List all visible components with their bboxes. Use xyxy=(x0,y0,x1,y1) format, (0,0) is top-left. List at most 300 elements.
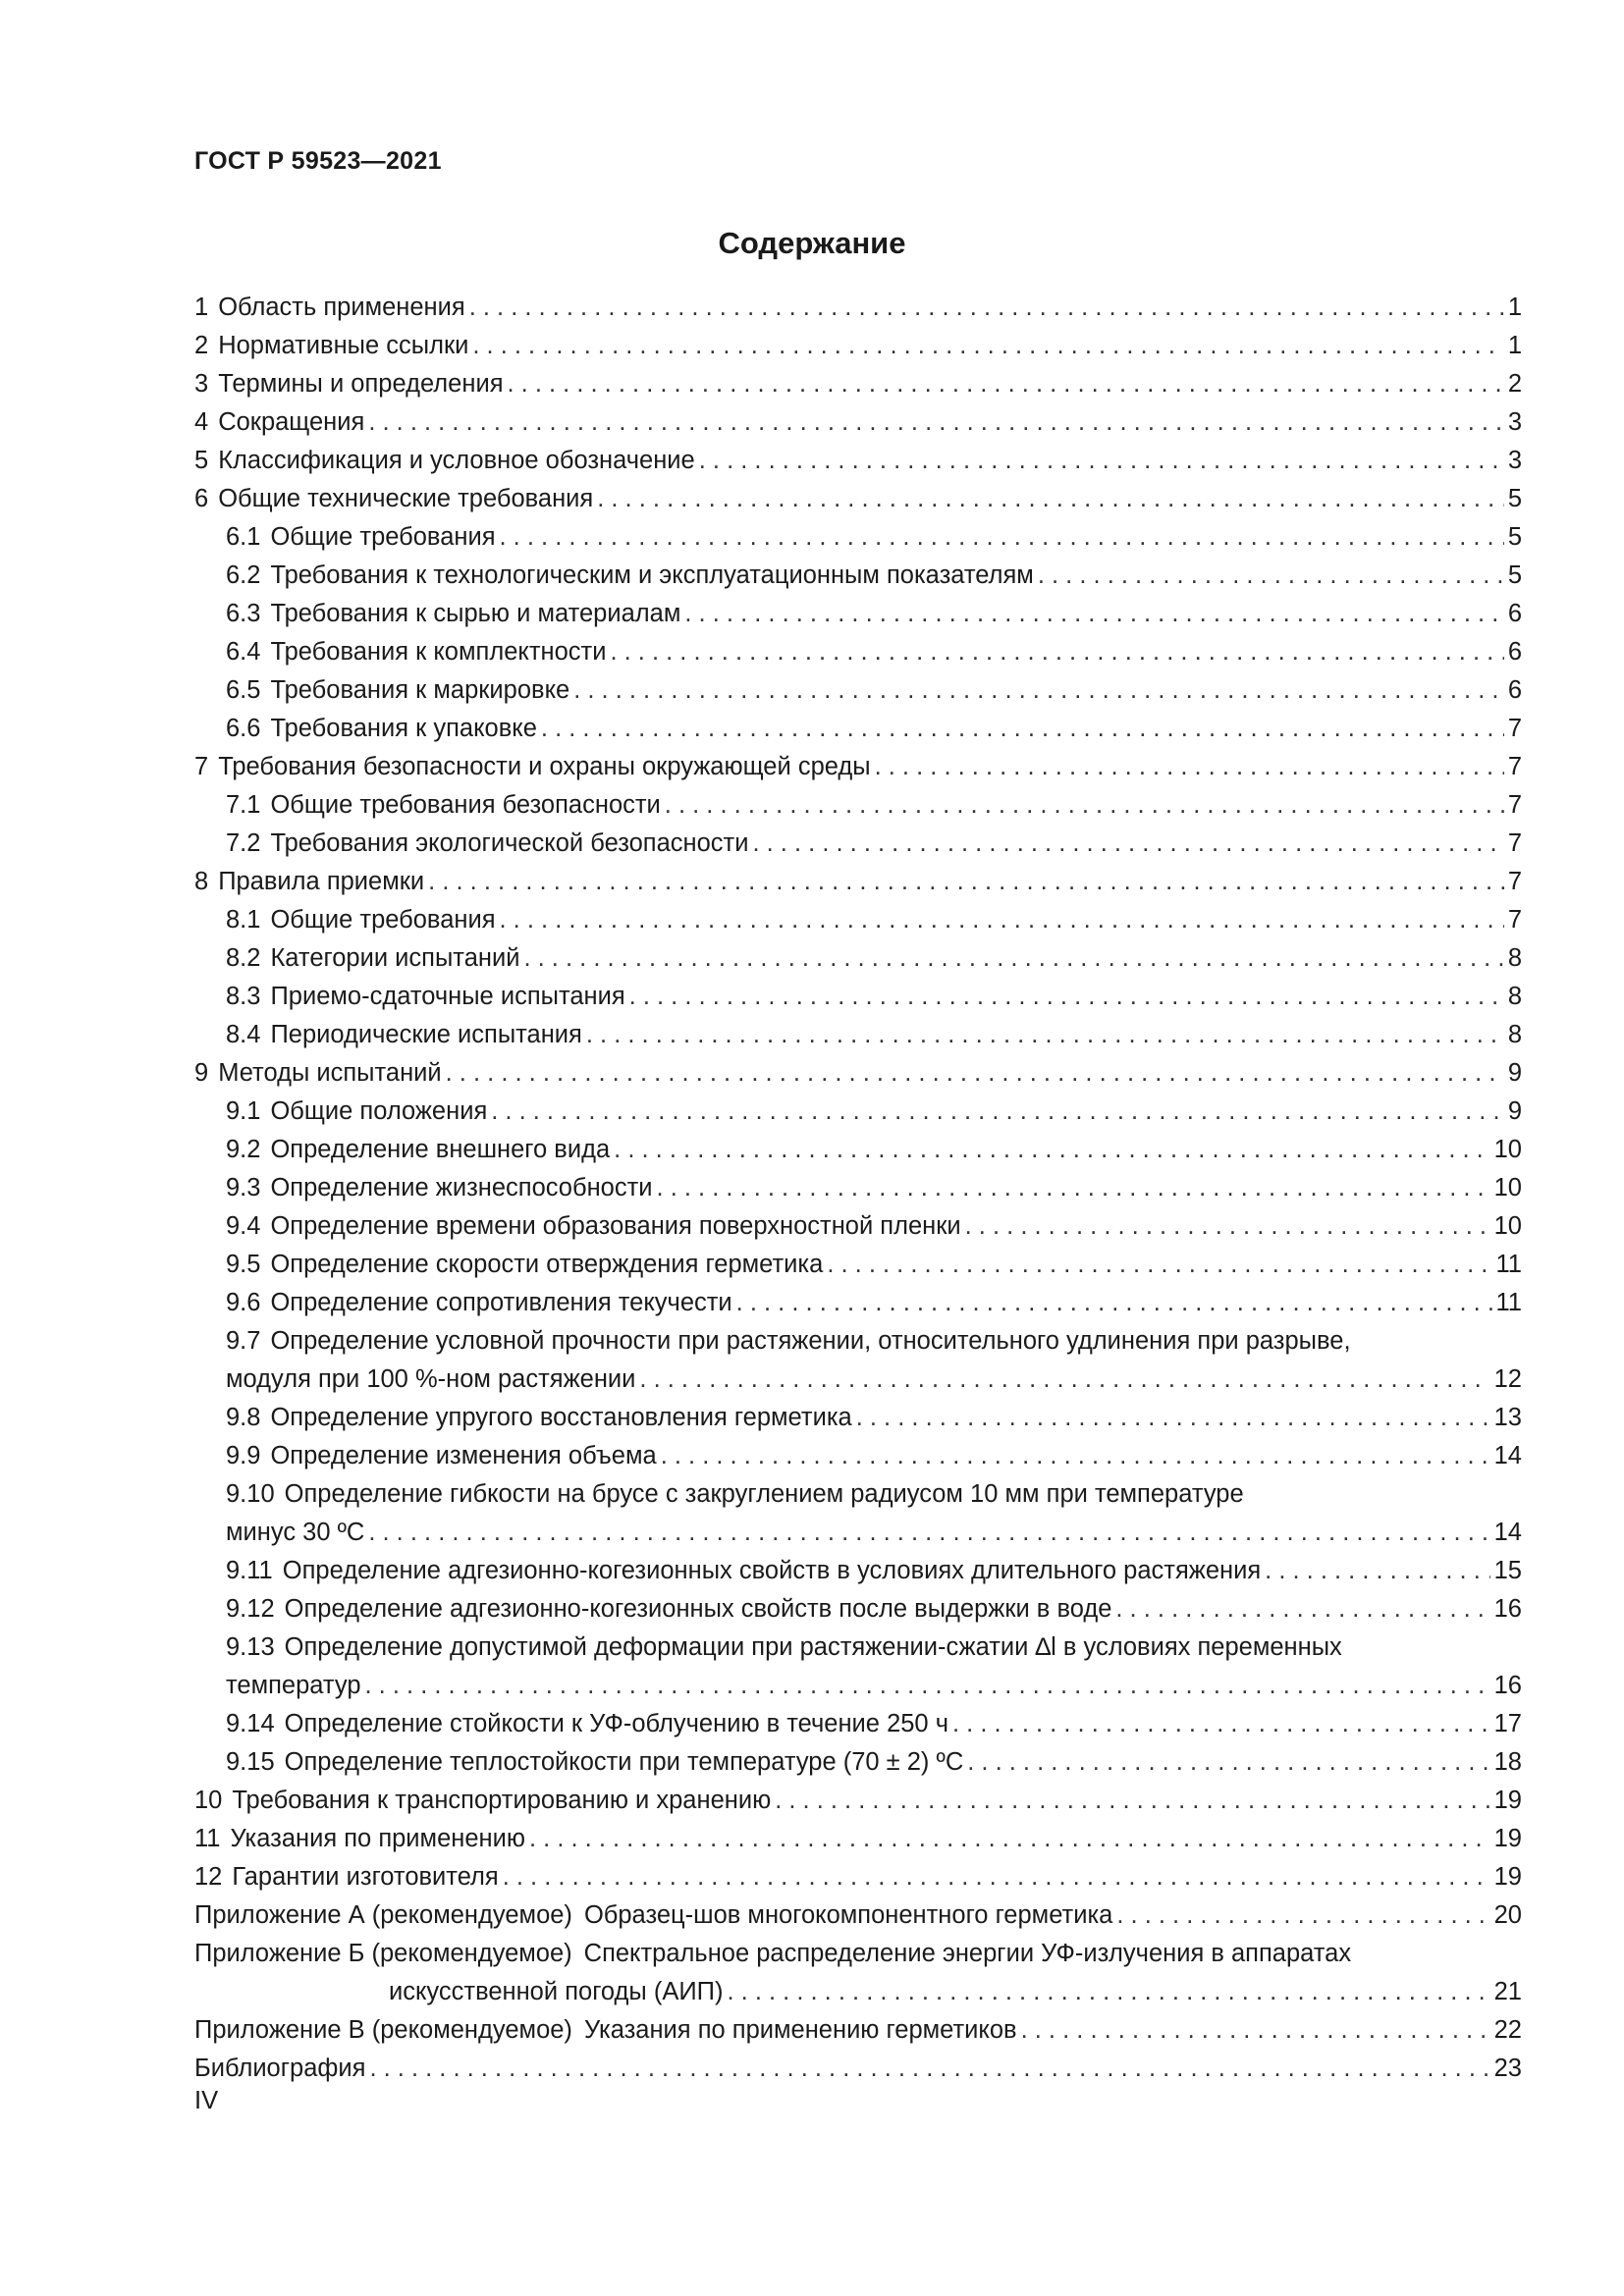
toc-entry-title xyxy=(226,557,1034,595)
toc-entry[interactable] xyxy=(194,1590,1522,1629)
toc-entry-line xyxy=(194,518,1522,557)
toc-entry[interactable] xyxy=(194,1131,1522,1169)
toc-entry-page: 7 xyxy=(1507,753,1522,780)
dot-leader xyxy=(469,289,1504,327)
toc-entry[interactable] xyxy=(194,1399,1522,1437)
dot-leader xyxy=(965,1207,1490,1246)
toc-entry-page: 8 xyxy=(1507,983,1522,1010)
appendix-title-first-line: Спектральное распределение энергии УФ-излучения в аппаратах xyxy=(583,1940,1352,1967)
appendix-title: Образец-шов многокомпонентного герметика xyxy=(583,1901,1113,1929)
dot-leader xyxy=(368,1514,1489,1552)
toc-entry-line xyxy=(194,633,1522,671)
toc-entry-title xyxy=(226,786,661,825)
dot-leader xyxy=(661,1437,1490,1475)
toc-appendix-entry[interactable] xyxy=(194,2011,1522,2050)
toc-entry-page: 7 xyxy=(1507,791,1522,819)
toc-entry[interactable] xyxy=(194,633,1522,671)
dot-leader xyxy=(597,480,1504,518)
toc-entry-number: 6.2 xyxy=(226,561,261,589)
dot-leader xyxy=(1115,1590,1489,1629)
toc-entry[interactable] xyxy=(194,978,1522,1016)
toc-entry-title-text: Определение стойкости к УФ-облучению в течение 250 ч xyxy=(284,1710,948,1737)
toc-entry[interactable] xyxy=(194,1169,1522,1207)
dot-leader xyxy=(472,327,1503,365)
toc-entry-title xyxy=(194,365,504,403)
toc-entry-number: 8.2 xyxy=(226,944,261,972)
dot-leader xyxy=(736,1284,1492,1322)
appendix-title: искусственной погоды (АИП) xyxy=(389,1978,724,2005)
dot-leader xyxy=(728,1973,1490,2011)
toc-entry[interactable] xyxy=(194,786,1522,825)
dot-leader xyxy=(586,1016,1504,1054)
toc-entry-page: 11 xyxy=(1495,1251,1522,1278)
toc-entry[interactable] xyxy=(194,939,1522,978)
toc-entry-title-text: Требования к маркировке xyxy=(270,676,570,704)
toc-entry-number: 8.1 xyxy=(226,906,261,934)
toc-entry-number: 6.3 xyxy=(226,600,261,627)
table-of-contents xyxy=(194,289,1522,2088)
toc-entry-title xyxy=(226,1016,582,1054)
dot-leader xyxy=(875,748,1504,786)
toc-entry-title-text: Правила приемки xyxy=(218,868,425,895)
toc-entry-title xyxy=(194,289,465,327)
toc-entry[interactable] xyxy=(194,1246,1522,1284)
dot-leader xyxy=(665,786,1504,825)
toc-entry-page: 6 xyxy=(1507,676,1522,704)
toc-entry[interactable] xyxy=(194,403,1522,442)
toc-entry-line xyxy=(194,557,1522,595)
toc-entry-title xyxy=(194,403,364,442)
toc-entry-title xyxy=(194,480,593,518)
dot-leader xyxy=(629,978,1504,1016)
toc-entry-line xyxy=(194,748,1522,786)
toc-entry-number: 8.4 xyxy=(226,1021,261,1048)
toc-entry-line xyxy=(194,403,1522,442)
toc-entry-line xyxy=(194,1782,1522,1820)
toc-entry[interactable] xyxy=(194,557,1522,595)
dot-leader xyxy=(368,403,1503,442)
toc-entry-line xyxy=(194,1016,1522,1054)
toc-entry-line xyxy=(194,1399,1522,1437)
toc-entry-page: 8 xyxy=(1507,1021,1522,1048)
toc-entry-title-text: Определение жизнеспособности xyxy=(270,1174,653,1201)
toc-entry[interactable] xyxy=(194,1093,1522,1131)
toc-entry-page: 5 xyxy=(1507,523,1522,551)
toc-entry[interactable] xyxy=(194,442,1522,480)
toc-entry-number: 6.5 xyxy=(226,676,261,704)
dot-leader xyxy=(428,863,1504,901)
toc-entry-page: 10 xyxy=(1493,1136,1522,1163)
toc-entry-title-text: Приемо-сдаточные испытания xyxy=(270,983,625,1010)
toc-entry-line xyxy=(194,786,1522,825)
toc-entry-title xyxy=(226,1399,852,1437)
toc-entry[interactable] xyxy=(194,1475,1522,1552)
toc-entry-number: 9.8 xyxy=(226,1404,261,1431)
toc-entry[interactable] xyxy=(194,748,1522,786)
toc-entry-title xyxy=(226,1743,963,1782)
toc-entry-page: 3 xyxy=(1507,408,1522,436)
toc-entry-number: 9.9 xyxy=(226,1442,261,1469)
toc-entry-number: 9.1 xyxy=(226,1097,261,1125)
toc-entry[interactable] xyxy=(194,1743,1522,1782)
toc-entry-title-text: Определение адгезионно-когезионных свойств в условиях длительного растяжения xyxy=(282,1557,1262,1584)
toc-entry-number: 9.14 xyxy=(226,1710,275,1737)
toc-entry-page: 1 xyxy=(1507,332,1522,359)
toc-entry-title xyxy=(194,863,424,901)
toc-entry[interactable] xyxy=(194,1629,1522,1705)
toc-entry-title xyxy=(194,327,468,365)
toc-entry-title-text: Требования к упаковке xyxy=(270,715,537,742)
toc-entry-line xyxy=(194,289,1522,327)
dot-leader xyxy=(491,1093,1504,1131)
toc-entry-page: 13 xyxy=(1493,1404,1522,1431)
toc-entry[interactable] xyxy=(194,595,1522,633)
toc-entry-page: 7 xyxy=(1507,906,1522,934)
toc-entry-title xyxy=(226,825,748,863)
dot-leader xyxy=(523,939,1503,978)
toc-entry-line xyxy=(194,1361,1522,1399)
toc-entry-title-text: минус 30 ºС xyxy=(226,1519,365,1546)
toc-entry-line xyxy=(194,1437,1522,1475)
toc-entry-line xyxy=(194,595,1522,633)
dot-leader xyxy=(446,1054,1504,1093)
dot-leader xyxy=(699,442,1504,480)
toc-entry-line xyxy=(194,1743,1522,1782)
toc-entry-title-text: Периодические испытания xyxy=(270,1021,582,1048)
toc-entry-title-text: Общие требования xyxy=(270,523,496,551)
toc-entry-number: 6.4 xyxy=(226,638,261,666)
toc-entry[interactable] xyxy=(194,901,1522,939)
toc-entry-title xyxy=(226,901,496,939)
toc-entry-title-text: Требования к комплектности xyxy=(270,638,607,666)
toc-entry-number: 7 xyxy=(194,753,209,780)
dot-leader xyxy=(503,1858,1490,1896)
dot-leader xyxy=(657,1169,1490,1207)
toc-entry-line xyxy=(194,2050,1522,2088)
toc-entry[interactable] xyxy=(194,1858,1522,1896)
toc-entry[interactable] xyxy=(194,1284,1522,1322)
appendix-title-block xyxy=(194,2011,1017,2050)
toc-entry-page: 6 xyxy=(1507,600,1522,627)
dot-leader xyxy=(573,671,1504,710)
toc-entry-first-line xyxy=(194,1322,1522,1361)
toc-entry-line xyxy=(194,939,1522,978)
toc-entry-number: 6 xyxy=(194,485,209,512)
toc-entry-number: 9.11 xyxy=(226,1557,273,1584)
page-number: IV xyxy=(194,2087,219,2114)
dot-leader xyxy=(614,1131,1489,1169)
toc-entry[interactable] xyxy=(194,327,1522,365)
dot-leader xyxy=(967,1743,1489,1782)
toc-entry-title xyxy=(226,710,537,748)
toc-entry-line xyxy=(194,671,1522,710)
dot-leader xyxy=(508,365,1504,403)
toc-entry-title-text: Нормативные ссылки xyxy=(218,332,469,359)
toc-entry-title-text: Категории испытаний xyxy=(270,944,520,972)
toc-entry-title xyxy=(226,595,680,633)
toc-entry-number: 9.2 xyxy=(226,1136,261,1163)
toc-bibliography-entry[interactable] xyxy=(194,2050,1522,2088)
toc-entry-title xyxy=(194,442,695,480)
toc-entry-title xyxy=(194,1858,499,1896)
toc-entry-title-text: Общие технические требования xyxy=(218,485,594,512)
dot-leader xyxy=(529,1820,1490,1858)
dot-leader xyxy=(856,1399,1490,1437)
toc-entry-title-text: Определение времени образования поверхностной пленки xyxy=(270,1212,961,1240)
dot-leader xyxy=(610,633,1503,671)
toc-entry-page: 3 xyxy=(1507,447,1522,474)
toc-entry-line xyxy=(194,1054,1522,1093)
toc-entry-number: 9.7 xyxy=(226,1327,261,1355)
toc-entry[interactable] xyxy=(194,1552,1522,1590)
toc-entry[interactable] xyxy=(194,1054,1522,1093)
dot-leader xyxy=(365,1667,1490,1705)
toc-entry-page: 5 xyxy=(1507,485,1522,512)
toc-entry-title xyxy=(226,1514,364,1552)
dot-leader xyxy=(684,595,1503,633)
toc-entry-first-line xyxy=(194,1475,1522,1514)
toc-entry-title xyxy=(226,1169,653,1207)
toc-entry-number: 9 xyxy=(194,1059,209,1087)
toc-entry-page: 17 xyxy=(1493,1710,1522,1737)
toc-entry-number: 6.6 xyxy=(226,715,261,742)
toc-entry-number: 4 xyxy=(194,408,209,436)
toc-entry-page: 16 xyxy=(1493,1595,1522,1623)
toc-entry-page: 10 xyxy=(1493,1174,1522,1201)
toc-entry-page: 6 xyxy=(1507,638,1522,666)
toc-entry-title-text: Требования к технологическим и эксплуатационным показателям xyxy=(270,561,1034,589)
dot-leader xyxy=(541,710,1504,748)
bibliography-title: Библиография xyxy=(194,2055,366,2082)
toc-entry-number: 9.4 xyxy=(226,1212,261,1240)
appendix-title: Указания по применению герметиков xyxy=(583,2016,1017,2044)
toc-entry-line xyxy=(194,710,1522,748)
toc-entry-number: 7.1 xyxy=(226,791,261,819)
toc-entry-line xyxy=(194,1207,1522,1246)
toc-entry-title xyxy=(226,1667,361,1705)
toc-entry-page: 1 xyxy=(1507,294,1522,321)
toc-entry-line xyxy=(194,1820,1522,1858)
toc-entry-title-text: Методы испытаний xyxy=(218,1059,442,1087)
toc-entry-number: 9.3 xyxy=(226,1174,261,1201)
toc-entry-line xyxy=(194,1093,1522,1131)
toc-entry-title xyxy=(226,1590,1111,1629)
appendix-page: 22 xyxy=(1493,2016,1522,2044)
toc-entry[interactable] xyxy=(194,1437,1522,1475)
toc-entry[interactable] xyxy=(194,365,1522,403)
toc-appendix-first-line xyxy=(194,1935,1522,1973)
toc-title: Содержание xyxy=(718,226,906,260)
toc-entry-line xyxy=(194,1514,1522,1552)
appendix-heading: Приложение А (рекомендуемое) xyxy=(194,1901,572,1929)
toc-entry-page: 14 xyxy=(1493,1519,1522,1546)
toc-entry-title-text: Термины и определения xyxy=(218,370,504,398)
toc-entry-line xyxy=(194,1284,1522,1322)
toc-entry-number: 5 xyxy=(194,447,209,474)
dot-leader xyxy=(952,1705,1490,1743)
toc-entry[interactable] xyxy=(194,1016,1522,1054)
toc-entry[interactable] xyxy=(194,710,1522,748)
toc-entry-number: 9.15 xyxy=(226,1748,275,1776)
toc-entry-title xyxy=(226,671,569,710)
toc-entry-number: 7.2 xyxy=(226,829,261,857)
appendix-heading: Приложение Б (рекомендуемое) xyxy=(194,1940,572,1967)
toc-entry-title-text: Классификация и условное обозначение xyxy=(218,447,695,474)
toc-entry[interactable] xyxy=(194,1322,1522,1399)
toc-entry-page: 18 xyxy=(1493,1748,1522,1776)
toc-entry-page: 2 xyxy=(1507,370,1522,398)
toc-entry-title-first-line: Определение условной прочности при растяжении, относительного удлинения при разрыве, xyxy=(270,1327,1351,1355)
toc-entry-page: 11 xyxy=(1495,1289,1522,1316)
toc-entry-number: 9.13 xyxy=(226,1633,275,1661)
toc-entry-title-text: Требования к сырью и материалам xyxy=(270,600,681,627)
toc-entry-line xyxy=(194,1169,1522,1207)
toc-entry-number: 8 xyxy=(194,868,209,895)
appendix-heading: Приложение В (рекомендуемое) xyxy=(194,2016,572,2044)
toc-entry[interactable] xyxy=(194,518,1522,557)
toc-entry-page: 19 xyxy=(1493,1863,1522,1891)
toc-entry-line xyxy=(194,1246,1522,1284)
toc-entry[interactable] xyxy=(194,863,1522,901)
toc-entry-line xyxy=(194,1590,1522,1629)
toc-entry-line xyxy=(194,1552,1522,1590)
dot-leader xyxy=(500,518,1504,557)
toc-entry-title-text: Определение теплостойкости при температуре (70 ± 2) ºС xyxy=(284,1748,964,1776)
dot-leader xyxy=(752,825,1503,863)
toc-entry-number: 9.6 xyxy=(226,1289,261,1316)
toc-entry-line xyxy=(194,863,1522,901)
toc-entry-page: 7 xyxy=(1507,868,1522,895)
toc-entry-title-text: Гарантии изготовителя xyxy=(232,1863,499,1891)
toc-entry-title xyxy=(226,1284,732,1322)
toc-entry-page: 19 xyxy=(1493,1825,1522,1852)
toc-entry-number: 8.3 xyxy=(226,983,261,1010)
toc-entry-page: 15 xyxy=(1493,1557,1522,1584)
toc-entry-title xyxy=(226,1246,823,1284)
toc-entry-title-text: Требования к транспортированию и хранению xyxy=(232,1787,772,1814)
toc-entry-title xyxy=(226,1207,961,1246)
toc-entry-title xyxy=(194,1054,442,1093)
toc-entry-number: 1 xyxy=(194,294,209,321)
toc-entry-title xyxy=(226,1361,635,1399)
toc-entry-title-text: Определение сопротивления текучести xyxy=(270,1289,732,1316)
toc-entry-page: 12 xyxy=(1493,1365,1522,1393)
dot-leader xyxy=(1265,1552,1489,1590)
toc-entry-number: 9.12 xyxy=(226,1595,275,1623)
toc-entry-title xyxy=(194,1782,771,1820)
toc-entry-page: 16 xyxy=(1493,1672,1522,1699)
toc-entry-title-first-line: Определение допустимой деформации при растяжении-сжатии ∆l в условиях переменных xyxy=(284,1633,1342,1661)
toc-entry-page: 7 xyxy=(1507,715,1522,742)
toc-entry-title xyxy=(194,748,871,786)
toc-entry-title-first-line: Определение гибкости на брусе с закруглением радиусом 10 мм при температуре xyxy=(284,1480,1244,1508)
toc-entry[interactable] xyxy=(194,1820,1522,1858)
toc-entry-number: 11 xyxy=(194,1825,221,1852)
toc-entry-line xyxy=(194,825,1522,863)
toc-entry-page: 7 xyxy=(1507,829,1522,857)
toc-entry-number: 3 xyxy=(194,370,209,398)
toc-entry[interactable] xyxy=(194,1705,1522,1743)
toc-entry[interactable] xyxy=(194,289,1522,327)
toc-entry-number: 6.1 xyxy=(226,523,261,551)
toc-entry-title-text: Определение упругого восстановления герметика xyxy=(270,1404,852,1431)
toc-entry[interactable] xyxy=(194,1207,1522,1246)
toc-entry-title-text: Определение скорости отверждения герметика xyxy=(270,1251,824,1278)
toc-appendix-line xyxy=(194,2011,1522,2050)
toc-entry-title xyxy=(226,1552,1261,1590)
toc-appendix-entry[interactable] xyxy=(194,1935,1522,2011)
toc-entry-title-text: Указания по применению xyxy=(230,1825,525,1852)
toc-entry-page: 14 xyxy=(1493,1442,1522,1469)
toc-entry-title-text: Определение изменения объема xyxy=(270,1442,657,1469)
toc-entry-title xyxy=(226,1093,487,1131)
toc-entry-line xyxy=(194,901,1522,939)
toc-entry[interactable] xyxy=(194,480,1522,518)
toc-entry-line xyxy=(194,480,1522,518)
toc-entry-title xyxy=(226,518,496,557)
toc-entry-page: 19 xyxy=(1493,1787,1522,1814)
toc-entry-title xyxy=(226,939,519,978)
toc-entry-title-text: Требования экологической безопасности xyxy=(270,829,749,857)
toc-entry-title-text: Область применения xyxy=(218,294,465,321)
toc-entry-title-text: Сокращения xyxy=(218,408,365,436)
dot-leader xyxy=(639,1361,1489,1399)
toc-entry-title xyxy=(226,1437,657,1475)
toc-entry[interactable] xyxy=(194,671,1522,710)
toc-entry-page: 9 xyxy=(1507,1059,1522,1087)
toc-entry-title xyxy=(194,1820,525,1858)
toc-entry-title-text: температур xyxy=(226,1672,361,1699)
toc-entry-first-line xyxy=(194,1629,1522,1667)
toc-entry-line xyxy=(194,1667,1522,1705)
dot-leader xyxy=(1021,2011,1490,2050)
toc-entry-title-text: Общие требования безопасности xyxy=(270,791,661,819)
toc-entry-line xyxy=(194,365,1522,403)
toc-entry-page: 5 xyxy=(1507,561,1522,589)
toc-entry-number: 2 xyxy=(194,332,209,359)
toc-entry-line xyxy=(194,1705,1522,1743)
toc-entry-title xyxy=(226,633,606,671)
toc-entry-line xyxy=(194,1131,1522,1169)
toc-appendix-entry[interactable] xyxy=(194,1896,1522,1935)
toc-entry-line xyxy=(194,978,1522,1016)
toc-appendix-line xyxy=(194,1896,1522,1935)
toc-entry-number: 12 xyxy=(194,1863,223,1891)
toc-entry-title-text: Определение внешнего вида xyxy=(270,1136,611,1163)
toc-entry-line xyxy=(194,327,1522,365)
appendix-title-block xyxy=(194,1896,1112,1935)
toc-entry-page: 10 xyxy=(1493,1212,1522,1240)
toc-entry-number: 9.5 xyxy=(226,1251,261,1278)
dot-leader xyxy=(1116,1896,1489,1935)
toc-entry-line xyxy=(194,442,1522,480)
toc-entry[interactable] xyxy=(194,1782,1522,1820)
document-code: ГОСТ Р 59523—2021 xyxy=(194,147,442,175)
toc-entry-page: 8 xyxy=(1507,944,1522,972)
toc-appendix-line xyxy=(194,1973,1522,2011)
toc-entry-title-text: Требования безопасности и охраны окружающей среды xyxy=(218,753,871,780)
appendix-page: 21 xyxy=(1493,1978,1522,2005)
toc-entry-title xyxy=(226,1131,610,1169)
toc-entry-number: 10 xyxy=(194,1787,223,1814)
toc-entry-page: 9 xyxy=(1507,1097,1522,1125)
bibliography-page: 23 xyxy=(1493,2055,1522,2082)
dot-leader xyxy=(500,901,1504,939)
toc-entry-title-text: Общие требования xyxy=(270,906,496,934)
toc-entry[interactable] xyxy=(194,825,1522,863)
toc-entry-title-text: Общие положения xyxy=(270,1097,488,1125)
appendix-page: 20 xyxy=(1493,1901,1522,1929)
